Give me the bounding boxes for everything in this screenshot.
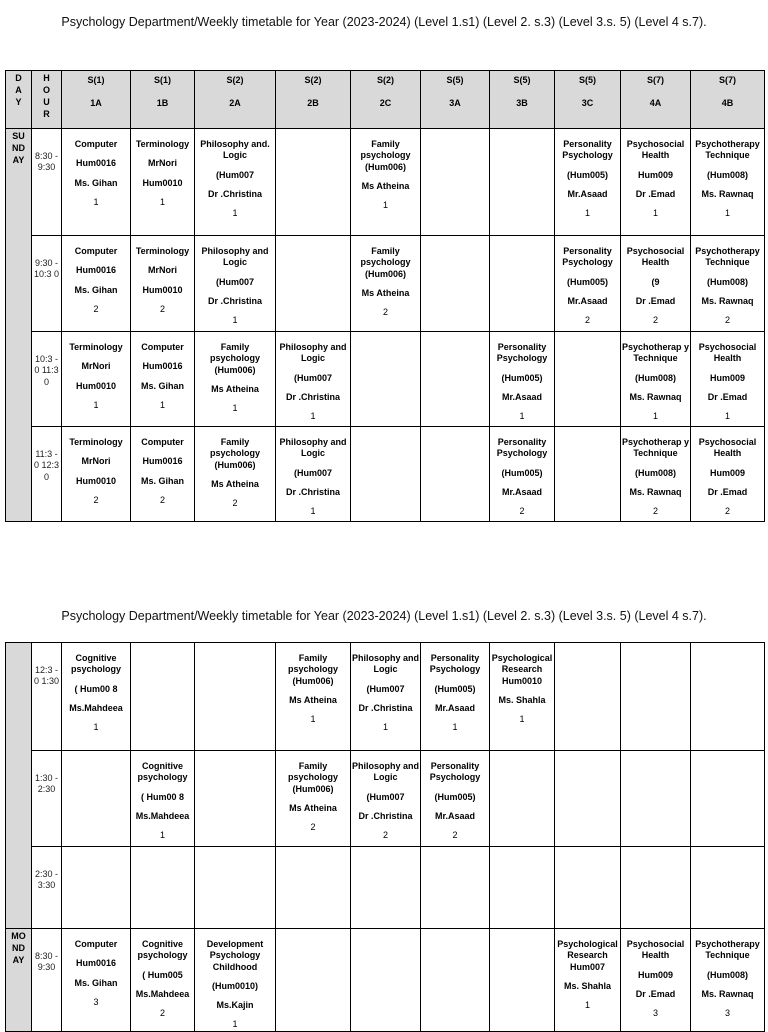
class-text: Dr .Emad (635, 188, 676, 199)
class-text: Terminology (135, 246, 190, 256)
class-text: Psychosocial Health (626, 939, 685, 961)
class-text: Ms Atheina (361, 287, 410, 298)
session-number: 1 (159, 399, 165, 410)
day-cell (6, 643, 32, 929)
class-cell (621, 929, 691, 1032)
class-text: (Hum007 (293, 372, 332, 383)
day-header: DAY (6, 71, 32, 129)
class-cell (131, 332, 195, 427)
hour-cell: 2:30 - 3:30 (32, 847, 62, 929)
class-text: (Hum007 (215, 169, 254, 180)
hour-cell: 10:3 - 0 11:3 0 (32, 332, 62, 427)
class-cell (621, 643, 691, 751)
session-number: 2 (382, 307, 388, 317)
class-cell (351, 427, 421, 522)
day-cell: SUNDAY (6, 129, 32, 522)
class-cell (490, 847, 555, 929)
class-text: ( Hum005 (142, 969, 183, 980)
class-text: MrNori (148, 158, 177, 169)
class-cell (691, 427, 765, 522)
class-text: Hum0010 (142, 284, 183, 295)
session-number: 1 (310, 506, 316, 516)
session-number: 3 (93, 996, 99, 1007)
class-cell (276, 847, 351, 929)
class-text: Dr .Emad (707, 391, 748, 402)
session-number: 2 (724, 506, 730, 516)
session-number: 3 (724, 1008, 730, 1018)
class-cell (62, 929, 131, 1032)
column-header: S(7) 4A (621, 71, 691, 129)
table-row (6, 929, 765, 1032)
session-number: 1 (232, 1019, 238, 1030)
column-header: S(2) 2A (195, 71, 276, 129)
class-text: Philosophy and Logic (351, 653, 419, 675)
session-number: 2 (310, 822, 316, 832)
class-cell (276, 751, 351, 847)
hour-cell: 8:30 - 9:30 (32, 929, 62, 1032)
class-cell (195, 332, 276, 427)
class-cell (276, 236, 351, 332)
class-text: Hum009 (637, 969, 673, 980)
class-text: Dr .Christina (207, 295, 262, 306)
class-text: Hum0016 (142, 456, 183, 467)
class-text: Personality Psychology (496, 342, 548, 364)
class-text: Mr.Asaad (434, 702, 476, 713)
class-text: Psychological Research Hum007 (557, 939, 618, 972)
class-text: Hum0016 (75, 958, 117, 969)
session-number: 1 (452, 722, 458, 732)
session-number: 1 (232, 403, 238, 413)
class-cell (621, 236, 691, 332)
class-text: Family psychology (Hum006) (360, 246, 411, 279)
session-number: 1 (93, 399, 99, 410)
session-number: 1 (310, 411, 316, 421)
class-text: (Hum007 (366, 683, 405, 694)
session-number: 1 (93, 722, 99, 732)
table-row (6, 643, 765, 751)
column-header: S(7) 4B (691, 71, 765, 129)
class-cell (691, 129, 765, 236)
session-number: 2 (159, 303, 165, 314)
class-cell (421, 129, 490, 236)
session-number: 1 (159, 196, 165, 207)
class-text: Hum0010 (75, 380, 117, 391)
class-cell (131, 427, 195, 522)
class-cell (421, 929, 490, 1032)
class-text: (Hum005) (434, 683, 476, 694)
class-cell (421, 236, 490, 332)
session-number: 2 (159, 494, 165, 505)
hour-cell: 9:30 - 10:3 0 (32, 236, 62, 332)
class-text: Ms. Gihan (74, 284, 118, 295)
session-number: 1 (310, 714, 316, 724)
class-text: Psychotherapy Technique (695, 139, 760, 161)
class-cell (276, 643, 351, 751)
class-cell (555, 129, 621, 236)
class-cell (555, 847, 621, 929)
class-cell (421, 847, 490, 929)
session-number: 1 (159, 830, 165, 840)
class-cell (62, 332, 131, 427)
session-number: 2 (519, 506, 525, 516)
header-row (6, 71, 765, 129)
class-text: Dr .Christina (285, 486, 340, 497)
class-text: Ms Atheina (361, 180, 410, 191)
class-cell (195, 236, 276, 332)
class-cell (555, 929, 621, 1032)
hour-cell: 12:3 - 0 1:30 (32, 643, 62, 751)
class-cell (621, 847, 691, 929)
class-text: Hum009 (709, 372, 745, 383)
column-header: S(5) 3A (421, 71, 490, 129)
class-cell (351, 643, 421, 751)
class-text: Psychosocial Health (698, 342, 757, 364)
class-text: Psychotherap y Technique (621, 342, 690, 364)
class-cell (276, 427, 351, 522)
class-text: Ms. Gihan (74, 977, 118, 988)
class-text: (Hum0010) (211, 980, 258, 991)
class-text: Philosophy and Logic (279, 342, 347, 364)
class-text: Dr .Christina (207, 188, 262, 199)
class-text: (Hum008) (634, 467, 676, 478)
class-cell (621, 427, 691, 522)
class-text: Ms Atheina (211, 383, 259, 394)
class-text: Psychotherapy Technique (695, 246, 760, 268)
class-text: (Hum008) (706, 169, 748, 180)
class-cell (691, 643, 765, 751)
session-number: 2 (93, 494, 99, 505)
class-text: Family psychology (Hum006) (360, 139, 411, 172)
session-number: 1 (519, 714, 525, 724)
class-text: (9 (651, 276, 660, 287)
class-text: Ms Atheina (211, 478, 259, 489)
class-text: Dr .Emad (635, 988, 676, 999)
class-text: Ms.Mahdeea (69, 702, 123, 713)
class-cell (62, 427, 131, 522)
page-title: Psychology Department/Weekly timetable for Year (2023-2024) (Level 1.s1) (Level 2. s.3) (Level 3.s. 5) (Level 4 s.7). (61, 15, 707, 29)
class-cell (555, 643, 621, 751)
class-text: Philosophy and Logic (351, 761, 419, 783)
class-cell (490, 643, 555, 751)
class-text: Psychological Research Hum0010 (491, 653, 553, 686)
class-cell (62, 847, 131, 929)
class-cell (691, 847, 765, 929)
class-text: (Hum007 (366, 791, 405, 802)
class-cell (62, 236, 131, 332)
class-text: Ms. Shahla (498, 694, 546, 705)
table-row (6, 129, 765, 236)
hour-cell: 1:30 - 2:30 (32, 751, 62, 847)
class-text: Hum0016 (75, 265, 117, 276)
class-cell (490, 427, 555, 522)
class-text: Dr .Christina (358, 702, 413, 713)
session-number: 1 (232, 315, 238, 325)
class-text: Psychosocial Health (626, 139, 685, 161)
table-row (6, 332, 765, 427)
class-text: (Hum005) (566, 169, 608, 180)
class-cell (351, 129, 421, 236)
class-cell (131, 929, 195, 1032)
class-text: Psychosocial Health (626, 246, 685, 268)
class-text: Hum009 (709, 467, 745, 478)
class-text: Cognitive psychology (137, 761, 188, 783)
class-text: Hum0016 (142, 361, 183, 372)
class-cell (351, 236, 421, 332)
day-cell: MONDAY (6, 929, 32, 1032)
table-body (6, 129, 765, 522)
session-number: 2 (93, 303, 99, 314)
class-text: Computer (141, 437, 184, 447)
session-number: 1 (93, 196, 99, 207)
class-cell (195, 129, 276, 236)
class-text: (Hum005) (501, 372, 543, 383)
class-cell (62, 751, 131, 847)
class-text: Ms. Rawnaq (701, 988, 754, 999)
class-cell (555, 427, 621, 522)
class-text: Computer (74, 246, 118, 256)
class-text: (Hum007 (293, 467, 332, 478)
class-text: (Hum008) (634, 372, 676, 383)
class-cell (195, 847, 276, 929)
class-cell (131, 751, 195, 847)
table-body (6, 643, 765, 1032)
class-text: Ms. Shahla (563, 980, 611, 991)
class-text: Development Psychology Childhood (206, 939, 264, 972)
class-cell (421, 751, 490, 847)
class-text: Mr.Asaad (501, 486, 543, 497)
class-text: Psychotherap y Technique (621, 437, 690, 459)
column-header: S(1) 1A (62, 71, 131, 129)
class-text: Cognitive psychology (70, 653, 121, 675)
timetable-continued (5, 642, 765, 1032)
class-text: Philosophy and. Logic (200, 139, 270, 161)
class-text: Mr.Asaad (501, 391, 543, 402)
class-text: Psychosocial Health (698, 437, 757, 459)
class-cell (351, 332, 421, 427)
class-text: MrNori (81, 361, 111, 372)
class-text: MrNori (148, 265, 177, 276)
class-text: Mr.Asaad (434, 810, 476, 821)
session-number: 2 (584, 315, 590, 325)
class-cell (691, 929, 765, 1032)
class-text: Personality Psychology (562, 139, 613, 161)
class-text: Ms. Rawnaq (701, 188, 754, 199)
class-cell (490, 332, 555, 427)
class-text: Ms. Rawnaq (701, 295, 754, 306)
class-text: Mr.Asaad (567, 295, 608, 306)
class-text: (Hum007 (215, 276, 254, 287)
class-text: ( Hum00 8 (140, 791, 184, 802)
class-text: Dr .Emad (635, 295, 676, 306)
class-text: Family psychology (Hum006) (209, 437, 260, 470)
class-text: ( Hum00 8 (74, 683, 118, 694)
session-number: 3 (652, 1008, 658, 1018)
class-text: Ms.Mahdeea (135, 810, 190, 821)
class-cell (490, 236, 555, 332)
hour-cell: 11:3 - 0 12:3 0 (32, 427, 62, 522)
class-text: Family psychology (Hum006) (287, 761, 338, 794)
class-cell (421, 643, 490, 751)
class-text: Dr .Emad (707, 486, 748, 497)
class-cell (195, 643, 276, 751)
class-text: Family psychology (Hum006) (287, 653, 338, 686)
class-text: Terminology (69, 342, 123, 352)
timetable-sunday (5, 70, 765, 522)
class-cell (62, 643, 131, 751)
column-header: S(5) 3B (490, 71, 555, 129)
class-text: Ms. Rawnaq (629, 391, 682, 402)
class-cell (195, 929, 276, 1032)
table-row (6, 847, 765, 929)
class-text: Psychotherapy Technique (695, 939, 760, 961)
class-cell (276, 929, 351, 1032)
class-text: Ms. Rawnaq (629, 486, 682, 497)
class-text: (Hum008) (706, 969, 748, 980)
session-number: 1 (382, 722, 388, 732)
class-cell (351, 929, 421, 1032)
session-number: 1 (519, 411, 525, 421)
session-number: 2 (159, 1008, 165, 1018)
table-row (6, 427, 765, 522)
class-text: Ms Atheina (289, 694, 337, 705)
session-number: 2 (652, 506, 658, 516)
class-text: (Hum005) (566, 276, 608, 287)
class-cell (131, 129, 195, 236)
class-text: Terminology (69, 437, 123, 447)
class-cell (131, 236, 195, 332)
class-cell (691, 751, 765, 847)
class-text: Personality Psychology (496, 437, 548, 459)
class-text: (Hum008) (706, 276, 748, 287)
class-cell (621, 129, 691, 236)
class-text: Hum009 (637, 169, 673, 180)
class-cell (351, 847, 421, 929)
class-cell (490, 129, 555, 236)
class-text: Ms.Mahdeea (135, 988, 190, 999)
class-cell (131, 643, 195, 751)
class-text: Terminology (135, 139, 190, 149)
page-title: Psychology Department/Weekly timetable for Year (2023-2024) (Level 1.s1) (Level 2. s.3) (Level 3.s. 5) (Level 4 s.7). (61, 609, 707, 623)
class-text: Ms Atheina (289, 802, 337, 813)
session-number: 1 (232, 208, 238, 218)
table-row (6, 751, 765, 847)
class-text: Philosophy and Logic (279, 437, 347, 459)
session-number: 1 (584, 208, 590, 218)
class-cell (421, 332, 490, 427)
class-text: Family psychology (Hum006) (209, 342, 260, 375)
class-cell (62, 129, 131, 236)
class-text: Personality Psychology (429, 653, 481, 675)
class-text: Hum0016 (75, 158, 117, 169)
class-text: Dr .Christina (285, 391, 340, 402)
column-header: S(2) 2C (351, 71, 421, 129)
class-text: Computer (141, 342, 184, 352)
session-number: 2 (652, 315, 658, 325)
session-number: 2 (452, 830, 458, 840)
class-cell (131, 847, 195, 929)
class-text: Ms. Gihan (74, 177, 118, 188)
class-text: Ms.Kajin (216, 1000, 254, 1010)
column-header: S(5) 3C (555, 71, 621, 129)
class-cell (276, 129, 351, 236)
class-text: Personality Psychology (562, 246, 613, 268)
session-number: 2 (724, 315, 730, 325)
class-text: (Hum005) (434, 791, 476, 802)
hour-header: HOUR (32, 71, 62, 129)
class-cell (555, 236, 621, 332)
session-number: 1 (652, 208, 658, 218)
class-text: MrNori (81, 456, 111, 467)
column-header: S(2) 2B (276, 71, 351, 129)
class-text: Philosophy and Logic (201, 246, 269, 268)
class-text: Computer (74, 939, 118, 949)
class-text: Ms. Gihan (140, 380, 184, 391)
class-text: Mr.Asaad (567, 188, 608, 199)
class-cell (621, 332, 691, 427)
class-cell (555, 332, 621, 427)
hour-cell: 8:30 - 9:30 (32, 129, 62, 236)
session-number: 1 (724, 208, 730, 218)
class-cell (490, 751, 555, 847)
class-cell (555, 751, 621, 847)
class-cell (195, 751, 276, 847)
session-number: 2 (232, 498, 238, 508)
class-cell (351, 751, 421, 847)
class-cell (421, 427, 490, 522)
class-cell (490, 929, 555, 1032)
class-text: Dr .Christina (358, 810, 413, 821)
class-text: Ms. Gihan (140, 475, 184, 486)
class-text: Computer (74, 139, 118, 149)
class-cell (276, 332, 351, 427)
table-row (6, 236, 765, 332)
class-text: Hum0010 (142, 177, 183, 188)
class-text: Hum0010 (75, 475, 117, 486)
session-number: 1 (382, 200, 388, 210)
class-cell (195, 427, 276, 522)
session-number: 1 (652, 411, 658, 421)
class-text: Cognitive psychology (137, 939, 188, 961)
class-text: (Hum005) (501, 467, 543, 478)
class-cell (691, 332, 765, 427)
class-cell (691, 236, 765, 332)
session-number: 1 (724, 411, 730, 421)
column-header: S(1) 1B (131, 71, 195, 129)
class-cell (621, 751, 691, 847)
session-number: 1 (584, 1000, 590, 1010)
class-text: Personality Psychology (429, 761, 481, 783)
session-number: 2 (382, 830, 388, 840)
